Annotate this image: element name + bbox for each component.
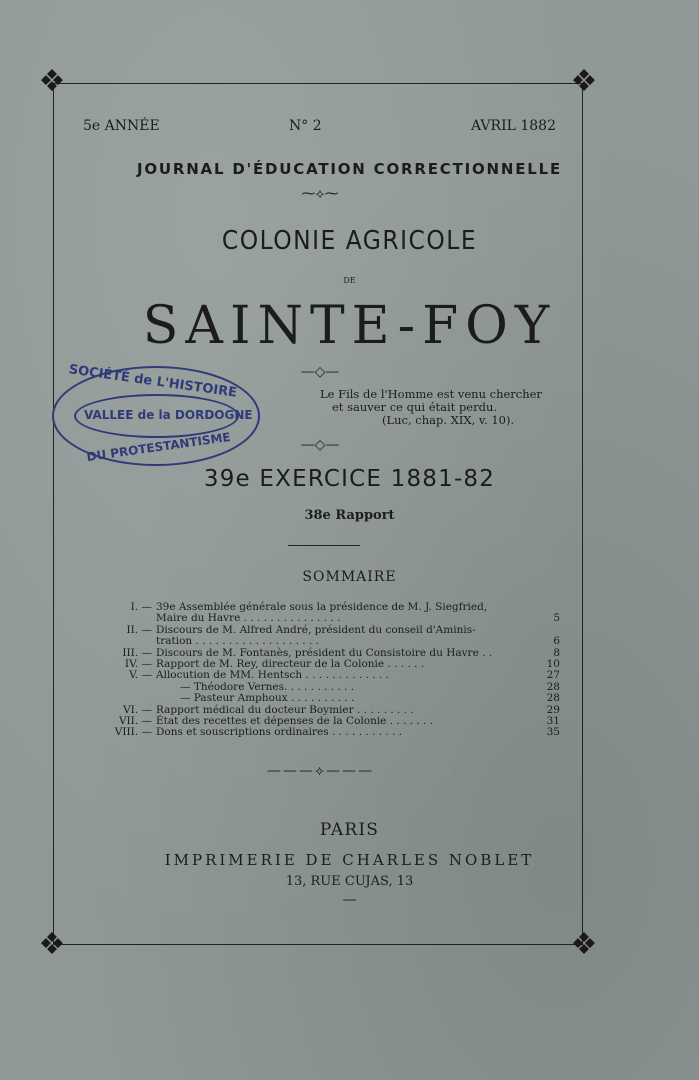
corner-ornament-icon: ❖: [570, 64, 598, 99]
divider-rule: [288, 545, 360, 546]
corner-ornament-icon: ❖: [570, 927, 598, 962]
printer-label: IMPRIMERIE DE CHARLES NOBLET: [164, 851, 535, 869]
flourish-ornament-icon: ———⟡———: [266, 763, 375, 779]
sommaire-title: SOMMAIRE: [302, 569, 397, 585]
toc-text: — Pasteur Amphoux . . . . . . . . . .: [180, 692, 355, 705]
toc-number: IV. —: [124, 657, 152, 670]
footer-dash: —: [342, 892, 357, 908]
toc-page: 28: [546, 692, 560, 705]
toc-number: VI. —: [123, 703, 152, 716]
toc-page: 29: [546, 703, 560, 716]
toc-page: 6: [553, 635, 560, 648]
numero-label: N° 2: [289, 118, 322, 134]
colonie-heading: COLONIE AGRICOLE: [221, 226, 478, 256]
de-label: DE: [343, 276, 356, 285]
date-label: AVRIL 1882: [471, 118, 556, 134]
toc-text: — Théodore Vernes. . . . . . . . . . .: [180, 680, 355, 693]
epigraph-quote: [312, 388, 542, 427]
journal-title: JOURNAL D'ÉDUCATION CORRECTIONNELLE: [136, 160, 563, 178]
corner-ornament-icon: ❖: [38, 64, 66, 99]
toc-page: 28: [546, 680, 560, 693]
main-title: SAINTE-FOY: [142, 296, 557, 356]
toc-text: 39e Assemblée générale sous la présidence de M. J. Siegfried,: [156, 601, 488, 613]
toc-row: [100, 727, 560, 738]
toc-number: II. —: [126, 623, 152, 636]
exercice-heading: 39e EXERCICE 1881-82: [203, 466, 496, 492]
toc-text: État des recettes et dépenses de la Colonie . . . . . . .: [156, 714, 434, 727]
annee-label: 5e ANNÉE: [83, 118, 160, 134]
stamp-top-text: SOCIÉTÉ de L'HISTOIRE: [67, 362, 238, 401]
stamp-middle-text: VALLEE de la DORDOGNE: [84, 408, 253, 422]
flourish-ornament-icon: ⁓⟡⁓: [301, 186, 339, 202]
toc-text: tration . . . . . . . . . . . . . . . . . . .: [156, 635, 319, 648]
toc-number: III. —: [122, 646, 152, 659]
address-label: 13, RUE CUJAS, 13: [285, 874, 414, 889]
stamp-bottom-text: DU PROTESTANTISME: [85, 429, 232, 465]
toc-number: VII. —: [118, 714, 152, 727]
toc-page: 35: [546, 726, 560, 739]
toc-page: 8: [553, 646, 560, 659]
toc-row: [100, 693, 560, 704]
table-of-contents: [100, 602, 560, 739]
quote-line: (Luc, chap. XIX, v. 10).: [382, 413, 515, 427]
city-label: PARIS: [319, 820, 380, 840]
quote-line: Le Fils de l'Homme est venu chercher: [320, 387, 542, 401]
toc-page: 27: [546, 669, 560, 682]
quote-line: et sauver ce qui était perdu.: [332, 400, 498, 414]
toc-text: Dons et souscriptions ordinaires . . . . . . . . . . .: [156, 726, 403, 739]
toc-number: I. —: [130, 601, 152, 613]
divider-ornament-icon: —◇—: [300, 437, 340, 453]
toc-text: Maire du Havre . . . . . . . . . . . . . . .: [156, 612, 341, 625]
toc-number: VIII. —: [114, 726, 152, 739]
toc-page: 10: [546, 657, 560, 670]
toc-text: Rapport médical du docteur Boymier . . . . . . . . .: [156, 703, 414, 716]
divider-ornament-icon: —◇—: [300, 364, 340, 380]
toc-text: Discours de M. Fontanès, président du Consistoire du Havre . .: [156, 646, 493, 659]
toc-text: Rapport de M. Rey, directeur de la Colonie . . . . . .: [156, 657, 425, 670]
rapport-label: 38e Rapport: [304, 508, 395, 523]
issue-header: [83, 118, 556, 136]
toc-number: V. —: [129, 669, 152, 682]
toc-row: [100, 636, 560, 647]
toc-page: 5: [553, 612, 560, 625]
toc-text: Discours de M. Alfred André, président du conseil d'Aminis-: [156, 623, 476, 636]
corner-ornament-icon: ❖: [38, 927, 66, 962]
toc-page: 31: [546, 714, 560, 727]
library-stamp: [52, 362, 260, 466]
toc-text: Allocution de MM. Hentsch . . . . . . . . . . . . .: [156, 669, 389, 682]
